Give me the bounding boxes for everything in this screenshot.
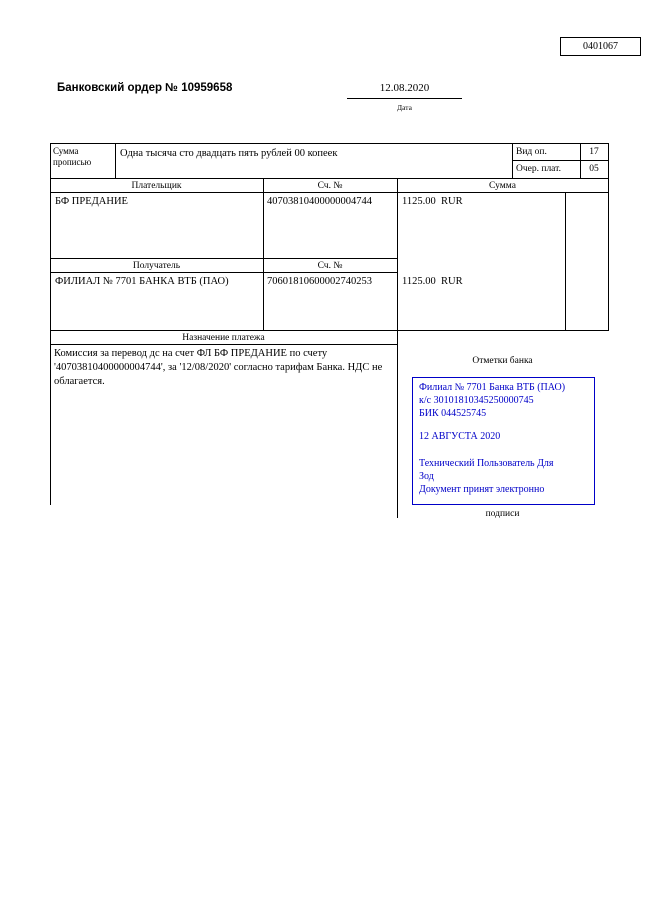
table-line-name-account — [263, 178, 264, 330]
table-line-sum-inner — [565, 192, 566, 330]
form-code-box — [560, 37, 641, 56]
payee-column-header: Получатель — [132, 261, 181, 271]
bank-stamp — [412, 377, 595, 505]
stamp-status: Документ принят электронно — [419, 484, 545, 495]
payment-priority-value: 05 — [589, 164, 599, 174]
operation-type-value: 17 — [589, 147, 599, 157]
stamp-bank-name: Филиал № 7701 Банка ВТБ (ПАО) — [419, 382, 566, 393]
payer-column-header: Плательщик — [131, 181, 182, 191]
stamp-corr-account: к/с 30101810345250000745 — [419, 395, 534, 406]
payee-name: ФИЛИАЛ № 7701 БАНКА ВТБ (ПАО) — [55, 276, 229, 287]
table-line-right — [608, 143, 609, 331]
table-line-top — [50, 143, 608, 144]
amount-column-header: Сумма — [489, 181, 516, 191]
payer-name: БФ ПРЕДАНИЕ — [55, 196, 128, 207]
date-label: Дата — [397, 103, 412, 112]
table-line-payer-bottom — [50, 258, 397, 259]
signatures-label: подписи — [485, 509, 520, 519]
stamp-date: 12 АВГУСТА 2020 — [419, 431, 501, 442]
date-value: 12.08.2020 — [379, 82, 430, 94]
payment-purpose-text: Комиссия за перевод дс на счет ФЛ БФ ПРЕДАНИЕ по счету '40703810400000004744', за '12/08/2020' согласно тарифам Банка. НДС не облагается. — [54, 348, 383, 387]
table-line-account-sum — [397, 178, 398, 518]
table-line-optype-left — [512, 143, 513, 178]
payment-priority-label: Очер. плат. — [516, 164, 561, 174]
table-line-row1-bottom — [50, 178, 608, 179]
purpose-column-header: Назначение платежа — [182, 333, 265, 343]
operation-type-label: Вид оп. — [516, 147, 547, 157]
date-underline — [347, 98, 462, 99]
stamp-operator: Технический Пользователь Для Зод — [419, 458, 554, 482]
table-line-words-label — [115, 143, 116, 178]
document-title: Банковский ордер № 10959658 — [57, 82, 233, 94]
amount-words-label: Сумма прописью — [53, 146, 92, 167]
table-line-optype — [512, 160, 608, 161]
payer-amount: 1125.00 RUR — [402, 196, 463, 207]
bank-marks-header: Отметки банка — [472, 356, 533, 366]
stamp-bik: БИК 044525745 — [419, 408, 487, 419]
payee-account: 70601810600002740253 — [267, 276, 372, 287]
payer-account-column-header: Сч. № — [317, 181, 343, 191]
payee-amount: 1125.00 RUR — [402, 276, 463, 287]
form-code: 0401067 — [583, 41, 618, 52]
amount-words-value: Одна тысяча сто двадцать пять рублей 00 копеек — [120, 148, 338, 159]
payee-account-column-header: Сч. № — [317, 261, 343, 271]
payer-account: 40703810400000004744 — [267, 196, 372, 207]
table-line-left — [50, 143, 51, 505]
table-line-payee-bottom — [50, 330, 608, 331]
